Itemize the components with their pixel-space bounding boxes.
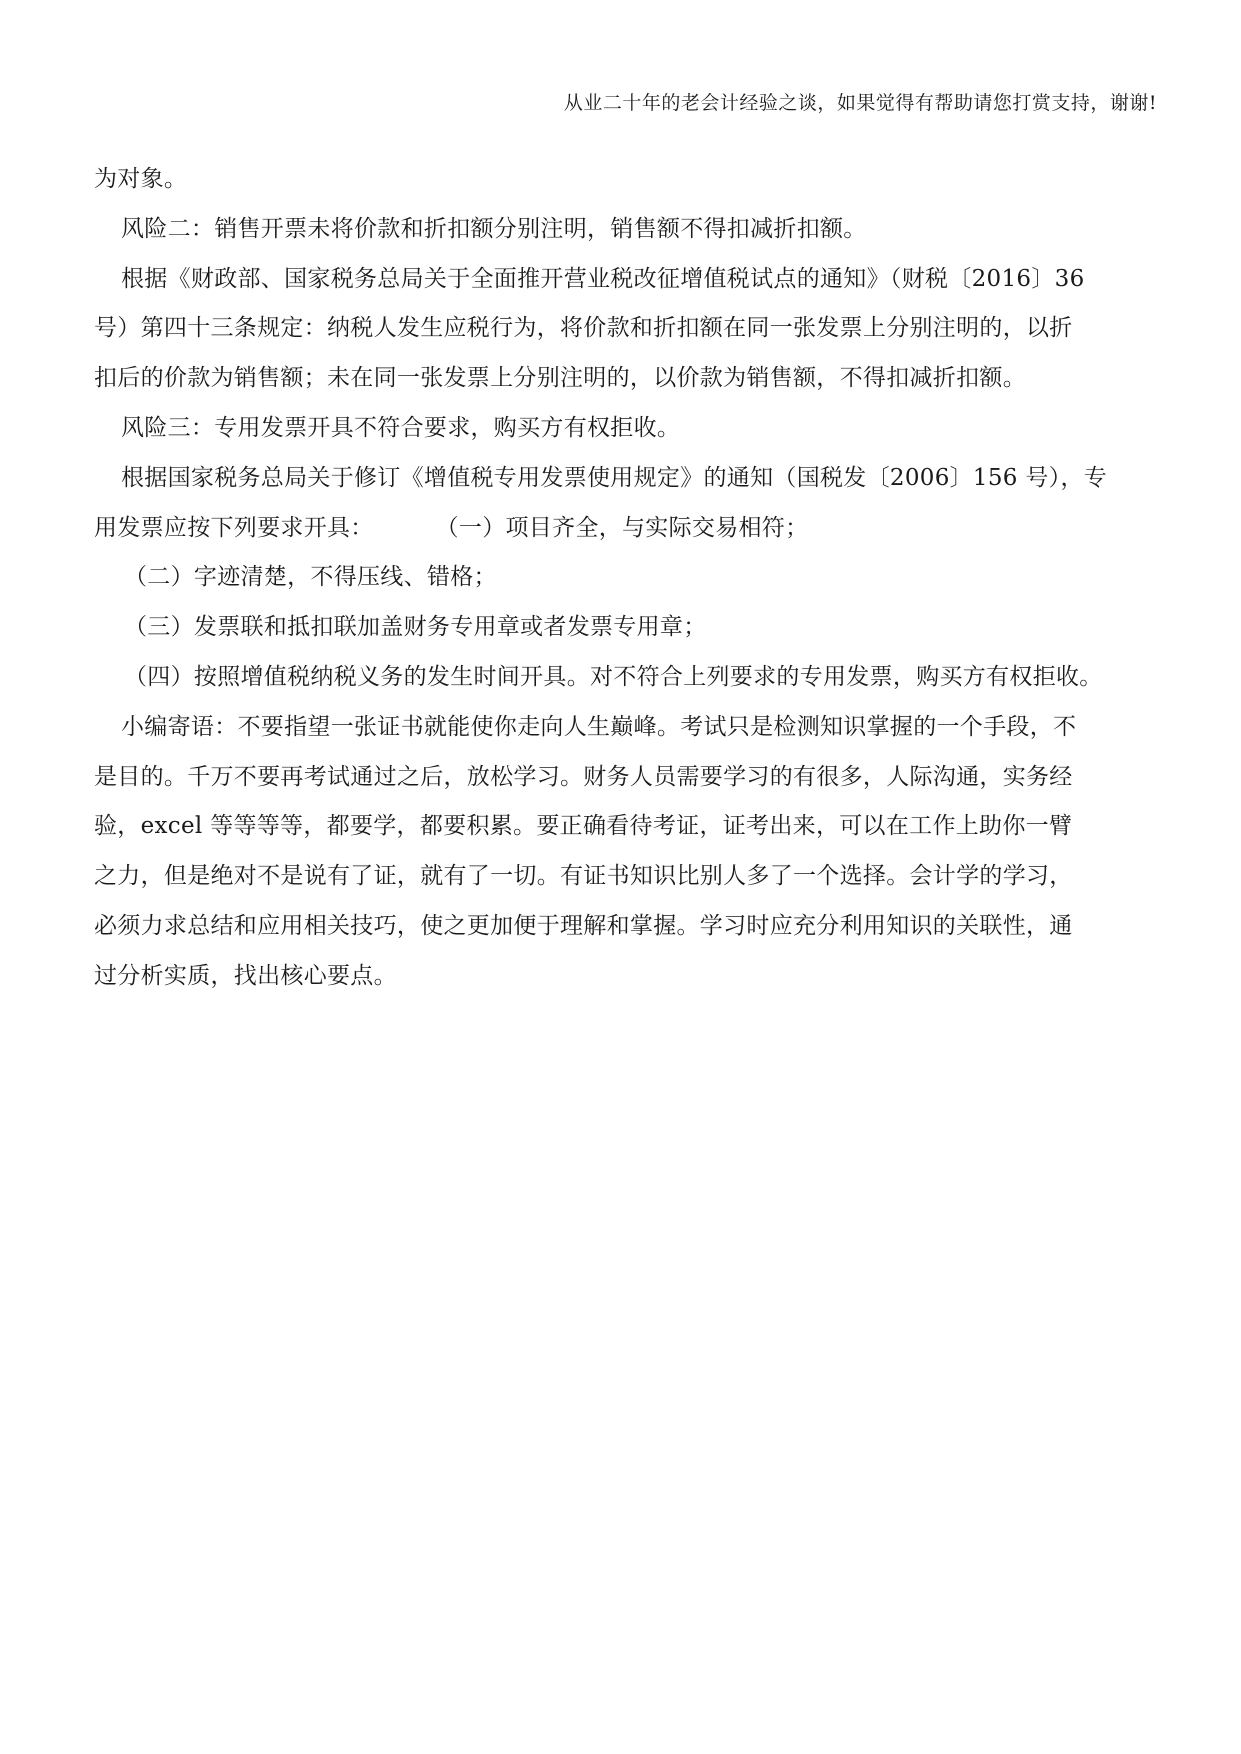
paragraph-line: 过分析实质，找出核心要点。 — [94, 962, 397, 989]
paragraph-line: 风险三：专用发票开具不符合要求，购买方有权拒收。 — [121, 414, 681, 441]
paragraph-line: 号）第四十三条规定：纳税人发生应税行为，将价款和折扣额在同一张发票上分别注明的，以折 — [94, 315, 1073, 342]
list-item: （二）字迹清楚，不得压线、错格； — [124, 564, 497, 591]
paragraph-line: 扣后的价款为销售额；未在同一张发票上分别注明的，以价款为销售额，不得扣减折扣额。 — [94, 365, 1026, 392]
paragraph-line: 之力，但是绝对不是说有了证，就有了一切。有证书知识比别人多了一个选择。会计学的学习， — [94, 863, 1073, 890]
paragraph-line: 必须力求总结和应用相关技巧，使之更加便于理解和掌握。学习时应充分利用知识的关联性，通 — [94, 912, 1073, 939]
paragraph-line: 为对象。 — [94, 166, 188, 192]
list-item-text: （一）项目齐全，与实际交易相符； — [435, 514, 809, 541]
header-note: 从业二十年的老会计经验之谈，如果觉得有帮助请您打赏支持，谢谢! — [563, 92, 1157, 114]
paragraph-line: 根据《财政部、国家税务总局关于全面推开营业税改征增值税试点的通知》（财税〔2016〕36 — [121, 265, 1085, 292]
paragraph-line: 验，excel 等等等等，都要学，都要积累。要正确看待考证，证考出来，可以在工作上助你一臂 — [94, 813, 1073, 840]
paragraph-line: 是目的。千万不要再考试通过之后，放松学习。财务人员需要学习的有很多，人际沟通，实务经 — [94, 763, 1073, 790]
paragraph-line: 小编寄语：不要指望一张证书就能使你走向人生巅峰。考试只是检测知识掌握的一个手段，不 — [121, 713, 1077, 740]
paragraph-text: 用发票应按下列要求开具： — [94, 514, 374, 541]
list-item: （三）发票联和抵扣联加盖财务专用章或者发票专用章； — [124, 614, 707, 641]
document-body — [94, 155, 1148, 1002]
paragraph-line — [94, 504, 1148, 554]
list-item: （四）按照增值税纳税义务的发生时间开具。对不符合上列要求的专用发票，购买方有权拒收。 — [124, 663, 1103, 690]
paragraph-line: 风险二：销售开票未将价款和折扣额分别注明，销售额不得扣减折扣额。 — [121, 215, 867, 242]
paragraph-line: 根据国家税务总局关于修订《增值税专用发票使用规定》的通知（国税发〔2006〕156 号），专 — [121, 464, 1108, 491]
